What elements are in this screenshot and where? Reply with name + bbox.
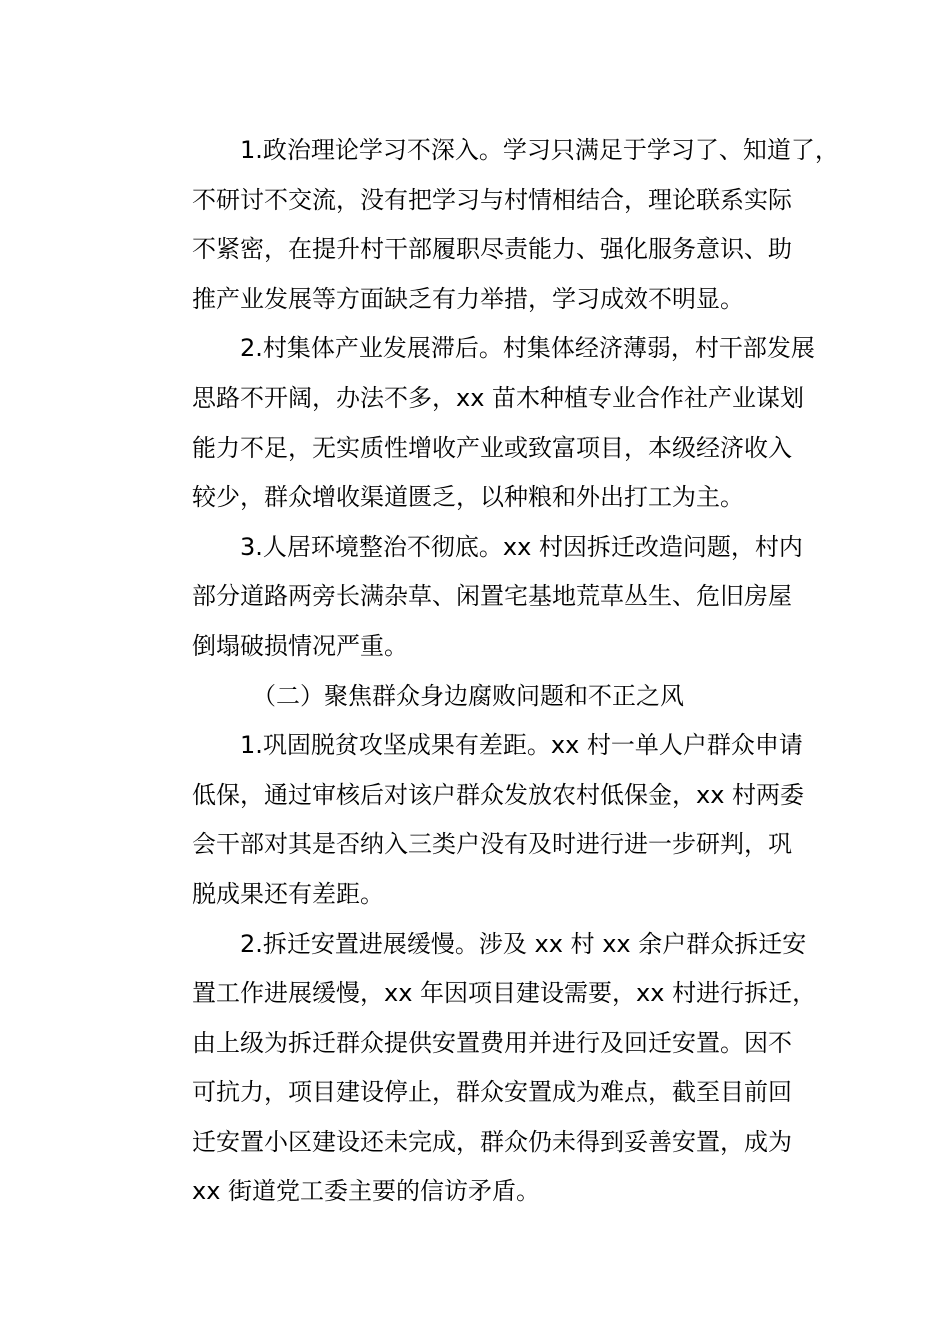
paragraph-line: 脱成果还有差距。 [192,879,384,908]
paragraph-line: 思路不开阔，办法不多，xx 苗木种植专业合作社产业谋划 [192,383,805,412]
document-body [144,126,839,1217]
paragraph-line: 2.拆迁安置进展缓慢。涉及 xx 村 xx 余户群众拆迁安 [240,929,807,958]
paragraph-line: 较少，群众增收渠道匮乏，以种粮和外出打工为主。 [192,483,744,512]
paragraph-line: xx 街道党工委主要的信访矛盾。 [192,1177,541,1206]
paragraph-line: 由上级为拆迁群众提供安置费用并进行及回迁安置。因不 [192,1028,792,1057]
paragraph-environment [144,523,816,672]
paragraph-line: 1.政治理论学习不深入。学习只满足于学习了、知道了， [240,136,839,164]
paragraph-study-insufficient [144,126,839,324]
paragraph-poverty-results [144,721,816,919]
paragraph-line: 推产业发展等方面缺乏有力举措，学习成效不明显。 [192,284,744,313]
paragraph-industry-lagging [144,324,816,522]
paragraph-line: 不紧密，在提升村干部履职尽责能力、强化服务意识、助 [192,235,792,264]
paragraph-line: 倒塌破损情况严重。 [192,631,408,660]
paragraph-line: 3.人居环境整治不彻底。xx 村因拆迁改造问题，村内 [240,532,803,561]
paragraph-line: 置工作进展缓慢，xx 年因项目建设需要，xx 村进行拆迁， [192,979,817,1008]
paragraph-line: 迁安置小区建设还未完成，群众仍未得到妥善安置，成为 [192,1127,792,1156]
paragraph-line: 会干部对其是否纳入三类户没有及时进行进一步研判，巩 [192,830,792,859]
section-heading [144,672,816,722]
paragraph-line: 部分道路两旁长满杂草、闲置宅基地荒草丛生、危旧房屋 [192,582,792,611]
paragraph-line: 1.巩固脱贫攻坚成果有差距。xx 村一单人户群众申请 [240,731,803,760]
paragraph-relocation [144,920,816,1218]
section-heading-text: （二）聚焦群众身边腐败问题和不正之风 [252,681,684,710]
paragraph-line: 能力不足，无实质性增收产业或致富项目，本级经济收入 [192,433,792,462]
paragraph-line: 低保，通过审核后对该户群众发放农村低保金，xx 村两委 [192,780,805,809]
paragraph-line: 不研讨不交流，没有把学习与村情相结合，理论联系实际 [192,185,792,214]
paragraph-line: 可抗力，项目建设停止，群众安置成为难点，截至目前回 [192,1078,792,1107]
paragraph-line: 2.村集体产业发展滞后。村集体经济薄弱，村干部发展 [240,334,815,363]
